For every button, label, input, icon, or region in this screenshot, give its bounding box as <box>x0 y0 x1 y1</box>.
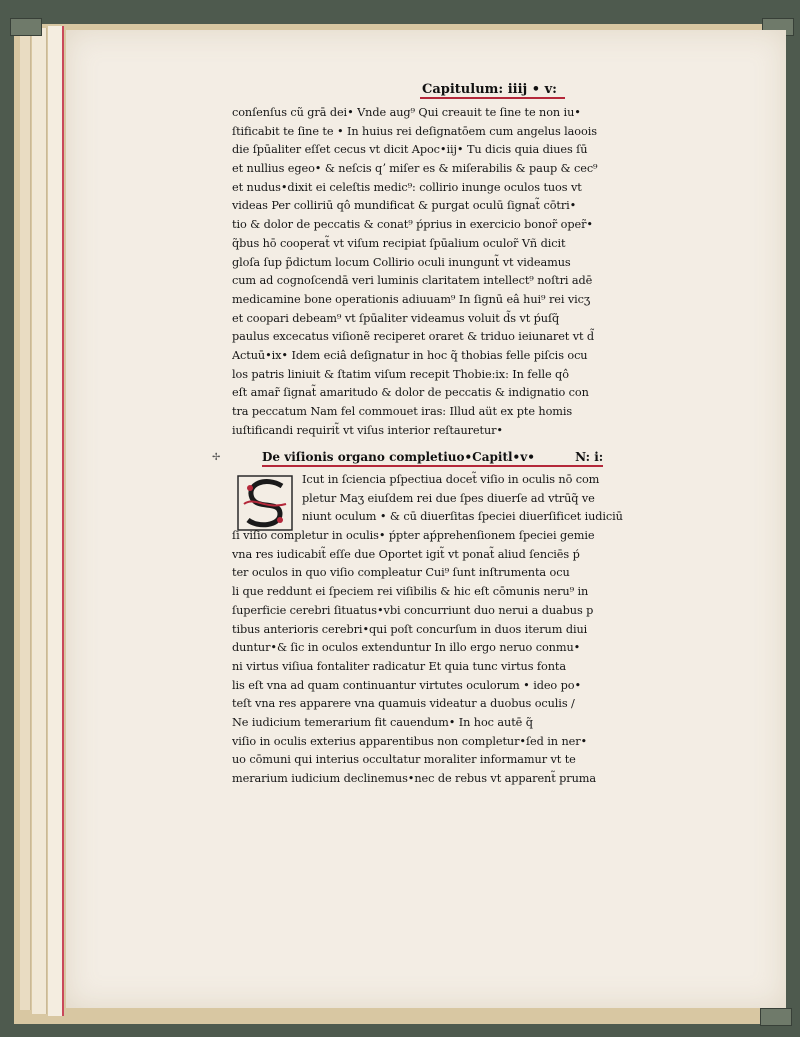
clip-icon <box>10 18 42 36</box>
text-line: conſenſus cũ grā dei• Vnde aug⁹ Qui creauit te ſine te non iu• <box>232 106 581 119</box>
text-line: die ſpūaliter eſſet cecus vt dicit Apoc•iij• Tu dicis quia diues ſū <box>232 143 588 157</box>
page-stack-edge <box>32 28 47 1014</box>
text-line: q̃bus hō cooperat̃ vt viſum recipiat ſpūalium oculor̃ Vñ dicit <box>232 236 566 250</box>
text-line: lis eſt vna ad quam continuantur virtutes oculorum • ideo po• <box>232 678 582 692</box>
text-line: ſtificabit te ſine te • In huius rei deſignatōem cum angelus laoois <box>232 124 597 138</box>
text-line: los patris liniuit & ſtatim viſum recepit Thobie:ix: In felle qô <box>232 367 569 381</box>
running-head: Capitulum: iiij • v: <box>420 82 565 99</box>
page-stack-edge <box>48 26 63 1016</box>
text-line: vna res iudicabit̃ eſſe due Oportet igit̃ vt ponat̃ aliud ſenciēs ṕ <box>232 547 580 561</box>
text-line: Ne iudicium temerarium fit cauendum• In hoc autē q̃ <box>232 715 533 729</box>
text-line: paulus excecatus viſionẽ reciperet oraret & triduo ieiunaret vt d̃ <box>232 330 595 344</box>
text-line: tio & dolor de peccatis & conat⁹ ṕprius in exercicio bonor̃ oper̃• <box>232 218 593 232</box>
text-line: li que reddunt ei ſpeciem rei viſibilis & hic eſt cōmunis neru⁹ in <box>232 585 589 599</box>
chapter-number: N: i: <box>575 450 604 464</box>
text-line: Actuū•ix• Idem eciâ deſignatur in hoc q̃ thobias felle piſcis ocu <box>232 348 588 362</box>
chapter-text-block <box>232 471 698 789</box>
clip-icon <box>760 1008 792 1026</box>
text-line: Icut in ſciencia pſpectiua docet̃ viſio in oculis nō com <box>302 473 600 486</box>
text-line: iuſtificandi requirit̃ vt viſus interior reſtauretur• <box>232 423 503 437</box>
text-line: teſt vna res apparere vna quamuis videatur a duobus oculis / <box>232 697 575 711</box>
upper-text-block <box>232 104 698 440</box>
text-line: eſt amar̃ ſignat̃ amaritudo & dolor de peccatis & indignatio con <box>232 386 589 400</box>
text-line: tra peccatum Nam fel commouet iras: Illud aüt ex pte homis <box>232 405 573 418</box>
text-line: merarium iudicium declinemus•nec de rebus vt apparent̃ pruma <box>232 772 597 785</box>
red-page-edge <box>62 26 64 1016</box>
text-line: pletur Maʒ eiuſdem rei due ſpes diuerſe ad vtrūq̃ ve <box>302 491 595 505</box>
text-line: medicamine bone operationis adiuuam⁹ In ſignū eâ hui⁹ rei vicʒ <box>232 292 591 306</box>
text-line: ſuperficie cerebri ſituatus•vbi concurriunt duo nerui a duabus p <box>232 603 594 617</box>
text-line: tibus anterioris cerebri•qui poſt concurſum in duos iterum diui <box>232 622 588 636</box>
text-line: ſi viſio completur in oculis• ṕpter aṕprehenſionem ſpeciei gemie <box>232 529 595 543</box>
text-line: cum ad cognoſcendā veri luminis claritatem intellect⁹ noſtri adē <box>232 274 593 288</box>
text-line: duntur•& ſic in oculos extenduntur In illo ergo neruo conmu• <box>232 641 581 655</box>
text-line: gloſa ſup p̃dictum locum Collirio oculi inungunt̃ vt videamus <box>232 255 571 269</box>
page-stack-edge <box>20 30 31 1010</box>
text-line: et nudus•dixit ei celeſtis medic⁹: collirio inunge oculos tuos vt <box>232 180 582 194</box>
text-line: ni virtus viſiua fontaliter radicatur Et quia tunc virtus fonta <box>232 659 566 673</box>
text-line: ter oculos in quo viſio compleatur Cui⁹ ſunt inſtrumenta ocu <box>232 566 570 580</box>
chapter-title: De viſionis organo completiuo•Capitl•v• <box>262 450 535 464</box>
text-line: et nullius egeo• & neſcis qʼ miſer es & miſerabilis & paup & cec⁹ <box>232 162 598 176</box>
text-line: uo cōmuni qui interius occultatur moraliter informamur vt te <box>232 753 576 767</box>
margin-mark: ✢ <box>212 452 221 463</box>
text-line: niunt oculum • & cū diuerſitas ſpeciei diuerſificet iudiciū <box>302 510 623 524</box>
text-line: et coopari debeam⁹ vt ſpūaliter videamus voluit d̃s vt ṕuſq̃ <box>232 311 560 325</box>
text-line: videas Per colliriū qô mundificat & purgat oculū ſignat̃ cōtri• <box>232 199 577 213</box>
chapter-heading <box>262 450 603 467</box>
text-line: viſio in oculis exterius apparentibus non completur•ſed in ner• <box>232 734 588 748</box>
